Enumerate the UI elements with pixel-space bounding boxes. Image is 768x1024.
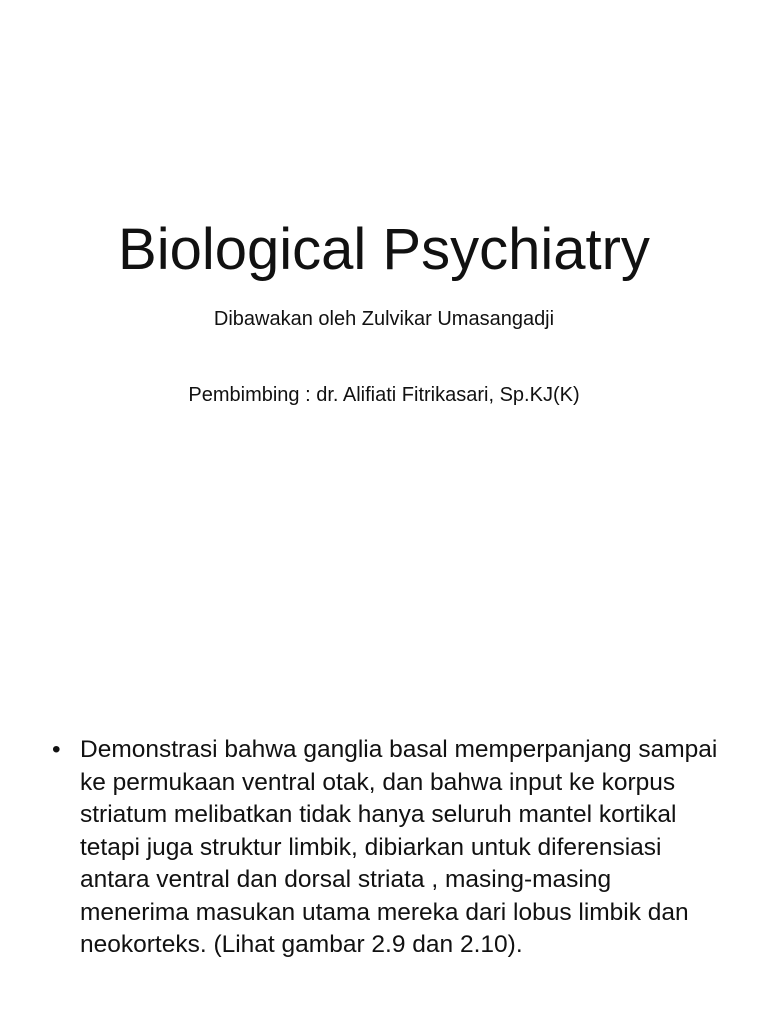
content-slide [0,512,768,1024]
bullet-text: Demonstrasi bahwa ganglia basal memperpanjang sampai ke permukaan ventral otak, dan bahwa input ke korpus striatum melibatkan tidak hanya seluruh mantel kortikal tetapi juga struktur limbik, dibiarkan untuk diferensiasi antara ventral dan dorsal striata , masing-masing menerima masukan utama mereka dari lobus limbik dan neokorteks. (Lihat gambar 2.9 dan 2.10). [80,736,718,958]
bullet-icon: • [52,736,61,763]
slide-title: Biological Psychiatry [118,217,650,282]
bullet-list [52,734,722,962]
list-item [52,734,722,962]
supervisor-line: Pembimbing : dr. Alifiati Fitrikasari, Sp.KJ(K) [188,384,580,406]
presenter-line: Dibawakan oleh Zulvikar Umasangadji [213,308,555,330]
